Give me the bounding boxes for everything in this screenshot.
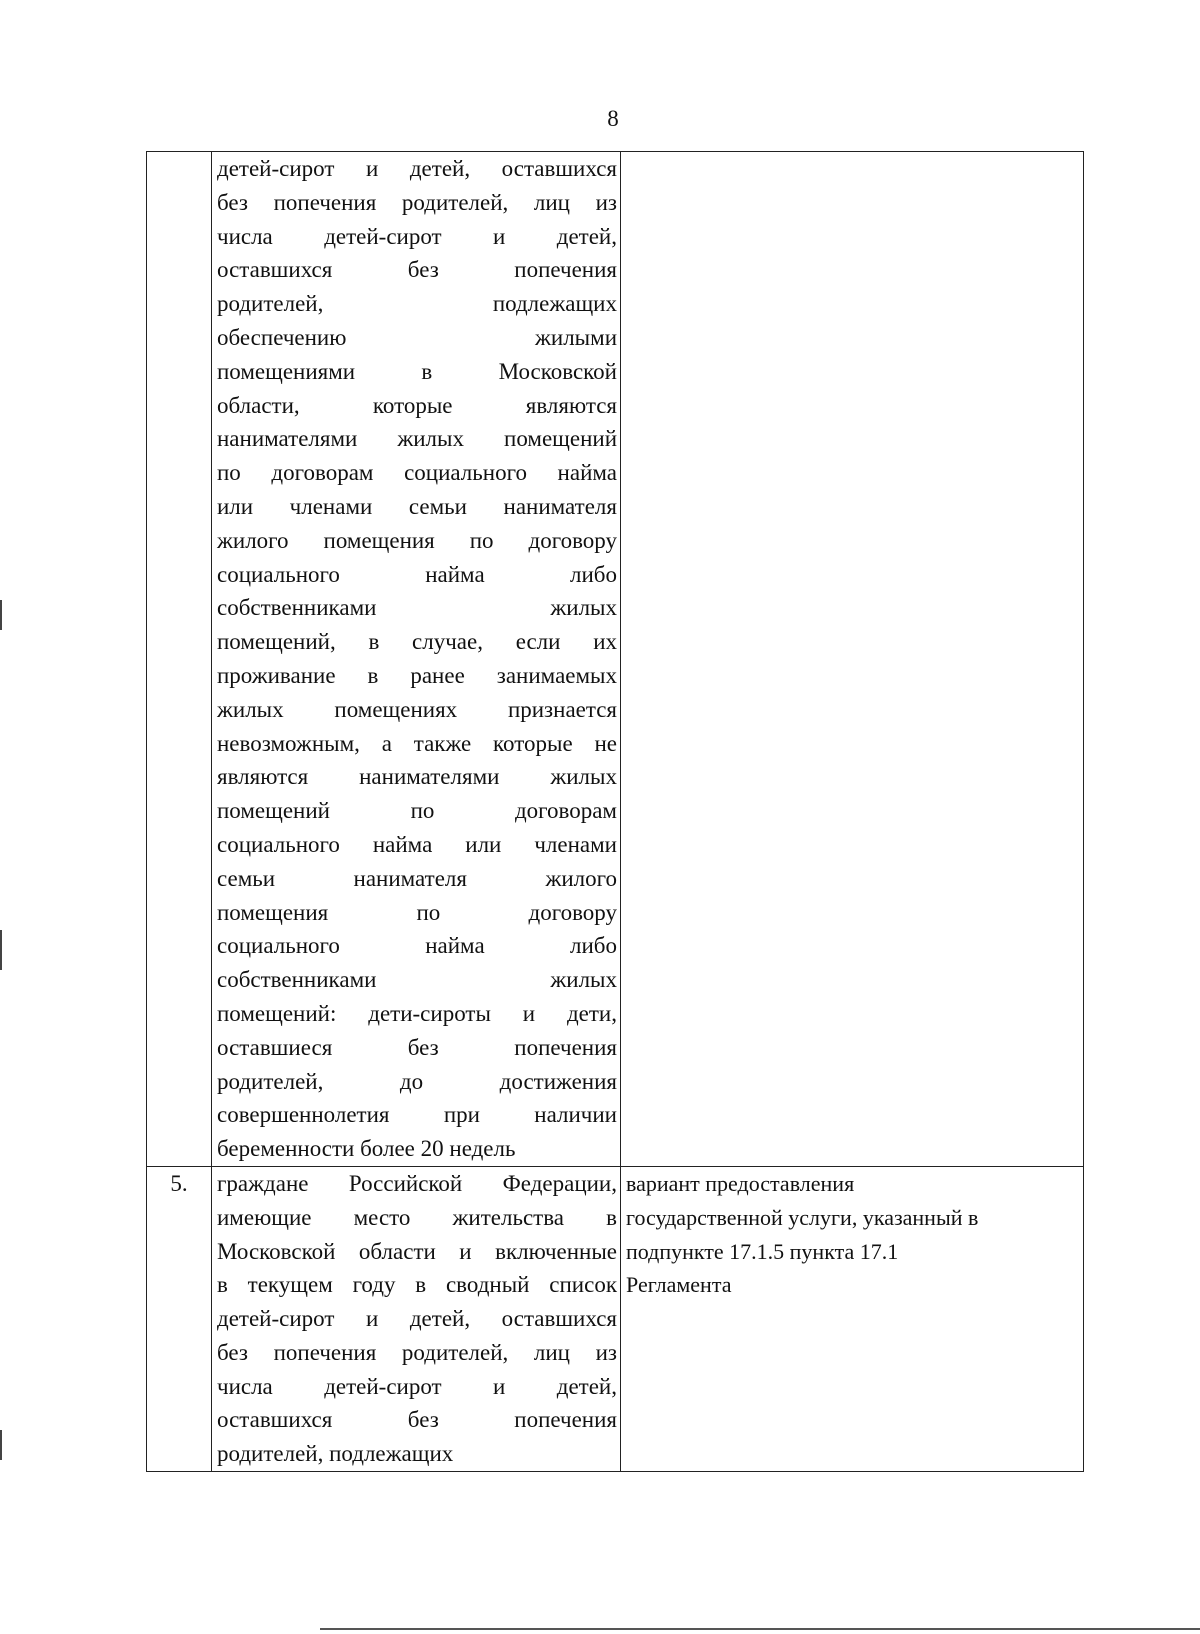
category-text-line: жилых помещениях признается [217, 696, 617, 722]
table-row [147, 152, 1084, 1167]
scan-edge-mark [0, 1430, 2, 1460]
category-text-line: помещений: дети-сироты и дети, [217, 1000, 617, 1026]
category-text-line: без попечения родителей, лиц из [217, 189, 617, 215]
category-text-line: помещений, в случае, если их [217, 629, 617, 655]
category-text-line: собственниками жилых [217, 595, 617, 621]
category-text-line: области, которые являются [217, 392, 617, 418]
category-text-line: жилого помещения по договору [217, 527, 617, 553]
category-text-line: Московской области и включенные [217, 1238, 617, 1264]
category-text-line: невозможным, а также которые не [217, 730, 617, 756]
variant-text-line: Регламента [626, 1272, 732, 1298]
category-text-line: социального найма или членами [217, 831, 617, 857]
scan-edge-mark [0, 600, 2, 630]
page-number: 8 [607, 106, 619, 131]
category-text-line: или членами семьи нанимателя [217, 493, 617, 519]
scan-edge-mark [0, 930, 2, 970]
category-text-line: числа детей-сирот и детей, [217, 1373, 617, 1399]
category-text-line: в текущем году в сводный список [217, 1272, 617, 1298]
row-number-cell [147, 152, 212, 1167]
category-text-line: граждане Российской Федерации, [217, 1170, 617, 1196]
category-text-line: родителей, подлежащих [217, 1441, 454, 1467]
category-text-line: беременности более 20 недель [217, 1136, 516, 1162]
category-text-line: помещениями в Московской [217, 358, 617, 384]
category-text-line: семьи нанимателя жилого [217, 865, 617, 891]
service-variant-cell [621, 1166, 1084, 1471]
variant-text-line: подпункте 17.1.5 пункта 17.1 [626, 1238, 899, 1264]
scan-bottom-edge [320, 1628, 1200, 1630]
applicant-category-cell [212, 152, 621, 1167]
category-text-line: детей-сирот и детей, оставшихся [217, 1306, 617, 1332]
table-row [147, 1166, 1084, 1471]
category-text-line: совершеннолетия при наличии [217, 1102, 617, 1128]
category-text-line: собственниками жилых [217, 967, 617, 993]
category-text-line: без попечения родителей, лиц из [217, 1339, 617, 1365]
category-text-line: числа детей-сирот и детей, [217, 223, 617, 249]
category-text-line: по договорам социального найма [217, 460, 617, 486]
category-text-line: социального найма либо [217, 561, 617, 587]
category-text-line: оставшиеся без попечения [217, 1034, 617, 1060]
category-text-line: имеющие место жительства в [217, 1204, 617, 1230]
row-number-cell: 5. [147, 1166, 212, 1471]
variant-text-line: государственной услуги, указанный в [626, 1204, 979, 1230]
category-text-line: родителей, подлежащих [217, 291, 617, 317]
category-text-line: являются нанимателями жилых [217, 764, 617, 790]
category-text-line: оставшихся без попечения [217, 257, 617, 283]
category-text-line: нанимателями жилых помещений [217, 426, 617, 452]
category-text-line: обеспечению жилыми [217, 324, 617, 350]
category-text-line: социального найма либо [217, 933, 617, 959]
category-text-line: проживание в ранее занимаемых [217, 662, 617, 688]
category-text-line: родителей, до достижения [217, 1068, 617, 1094]
service-variant-cell [621, 152, 1084, 1167]
applicant-category-cell [212, 1166, 621, 1471]
table-body [147, 152, 1084, 1472]
variant-text-line: вариант предоставления [626, 1170, 855, 1196]
services-table [146, 151, 1084, 1472]
category-text-line: оставшихся без попечения [217, 1407, 617, 1433]
category-text-line: помещений по договорам [217, 798, 617, 824]
category-text-line: помещения по договору [217, 899, 617, 925]
category-text-line: детей-сирот и детей, оставшихся [217, 156, 617, 181]
